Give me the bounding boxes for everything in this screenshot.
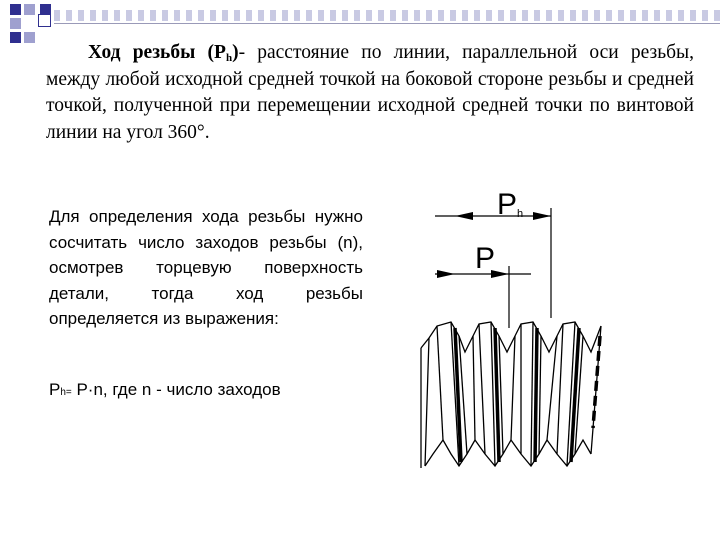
deco-square-dark: [10, 32, 21, 43]
explanation-text: [49, 204, 363, 332]
label-p: P: [475, 242, 496, 275]
formula-ph: P: [49, 380, 61, 399]
deco-square-outline: [38, 14, 51, 27]
p-dimension: [435, 266, 531, 328]
term: Ход резьбы: [88, 42, 196, 63]
definition-text: - расстояние по линии, параллельной оси резьбы, между любой исходной средней точкой на боковой стороне резьбы и средней точкой, полученной при перемещении исходной средней точки по винтовой линии на угол 360°.: [46, 42, 695, 143]
label-ph: Ph: [497, 188, 524, 221]
symbol-ph: $(P_h)$: [207, 42, 239, 64]
deco-square-light: [24, 4, 35, 15]
formula-ph-sub: h=: [60, 387, 72, 398]
formula: [49, 379, 379, 404]
deco-square-light: [24, 32, 35, 43]
deco-square-dark: [10, 4, 21, 15]
formula-expr: P·n, где n - число заходов: [71, 380, 281, 399]
deco-checker-strip: [54, 10, 720, 21]
deco-line: [54, 23, 720, 24]
decorative-squares: [0, 0, 720, 44]
intro-paragraph: [46, 40, 694, 146]
deco-square-light: [10, 18, 21, 29]
thread-figure: [415, 178, 615, 473]
explanation-paragraph: Для определения хода резьбы нужно сосчитать число заходов резьбы (n), осмотрев торцевую поверхность детали, тогда ход резьбы определяется из выражения:: [49, 207, 363, 328]
